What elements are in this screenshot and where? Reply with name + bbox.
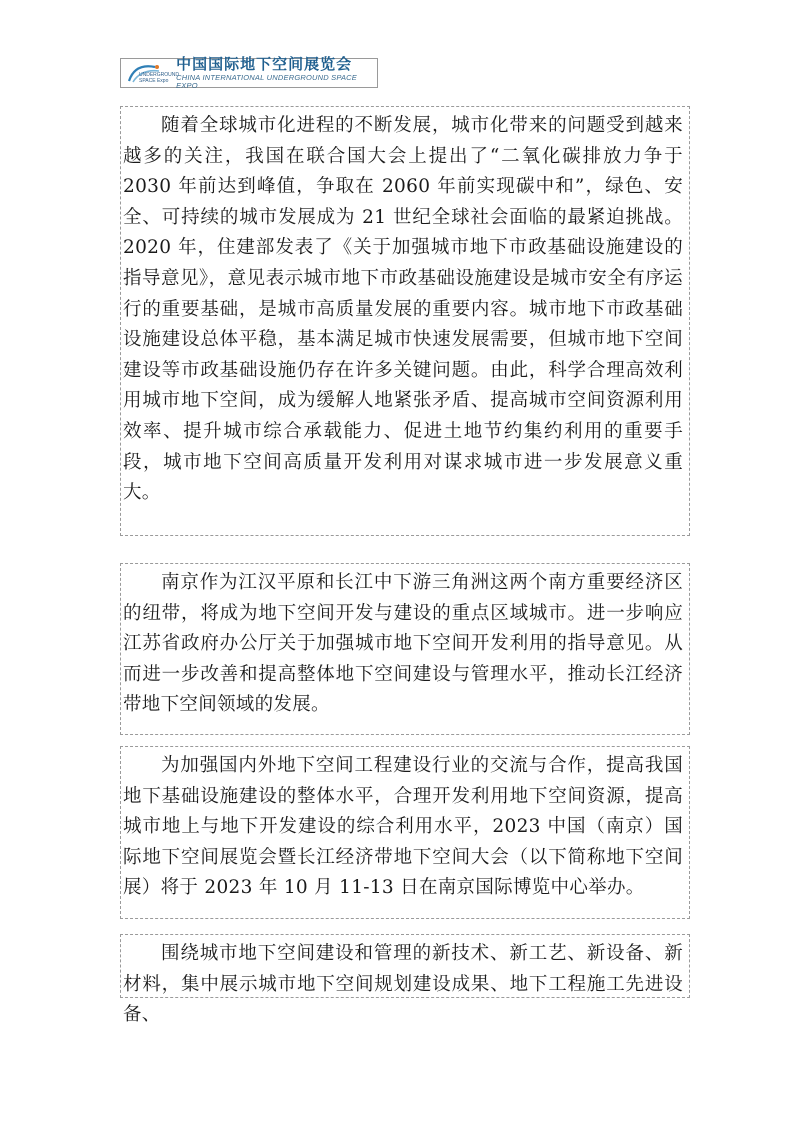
logo-title-en: CHINA INTERNATIONAL UNDERGROUND SPACE EXPO	[176, 73, 358, 90]
logo-mark-line2: SPACE Expo	[139, 78, 169, 84]
paragraph-4: 围绕城市地下空间建设和管理的新技术、新工艺、新设备、新材料，集中展示城市地下空间规划建设成果、地下工程施工先进设备、	[120, 934, 690, 998]
header-logo-banner	[120, 55, 378, 90]
paragraph-3: 为加强国内外地下空间工程建设行业的交流与合作，提高我国地下基础设施建设的整体水平，合理开发利用地下空间资源，提高城市地上与地下开发建设的综合利用水平，2023 中国（南京）国际地下空间展览会暨长江经济带地下空间大会（以下简称地下空间展）将于 2023 年 10 月 11-13 日在南京国际博览中心举办。	[120, 746, 690, 919]
logo-text	[176, 57, 377, 89]
paragraph-2: 南京作为江汉平原和长江中下游三角洲这两个南方重要经济区的纽带，将成为地下空间开发与建设的重点区域城市。进一步响应江苏省政府办公厅关于加强城市地下空间开发利用的指导意见。从而进一步改善和提高整体地下空间建设与管理水平，推动长江经济带地下空间领域的发展。	[120, 563, 690, 735]
logo-title-cn: 中国国际地下空间展览会	[176, 55, 353, 73]
expo-logo-icon	[125, 61, 179, 85]
paragraph-1: 随着全球城市化进程的不断发展，城市化带来的问题受到越来越多的关注，我国在联合国大会上提出了“二氧化碳排放力争于 2030 年前达到峰值，争取在 2060 年前实现碳中和”，绿色、安全、可持续的城市发展成为 21 世纪全球社会面临的最紧迫挑战。2020 年，住建部发表了《关于加强城市地下市政基础设施建设的指导意见》，意见表示城市地下市政基础设施建设是城市安全有序运行的重要基础，是城市高质量发展的重要内容。城市地下市政基础设施建设总体平稳，基本满足城市快速发展需要，但城市地下空间建设等市政基础设施仍存在许多关键问题。由此，科学合理高效利用城市地下空间，成为缓解人地紧张矛盾、提高城市空间资源利用效率、提升城市综合承载能力、促进土地节约集约利用的重要手段，城市地下空间高质量开发利用对谋求城市进一步发展意义重大。	[120, 106, 690, 536]
logo-mark-line1: UNDERGROUND	[139, 72, 179, 78]
